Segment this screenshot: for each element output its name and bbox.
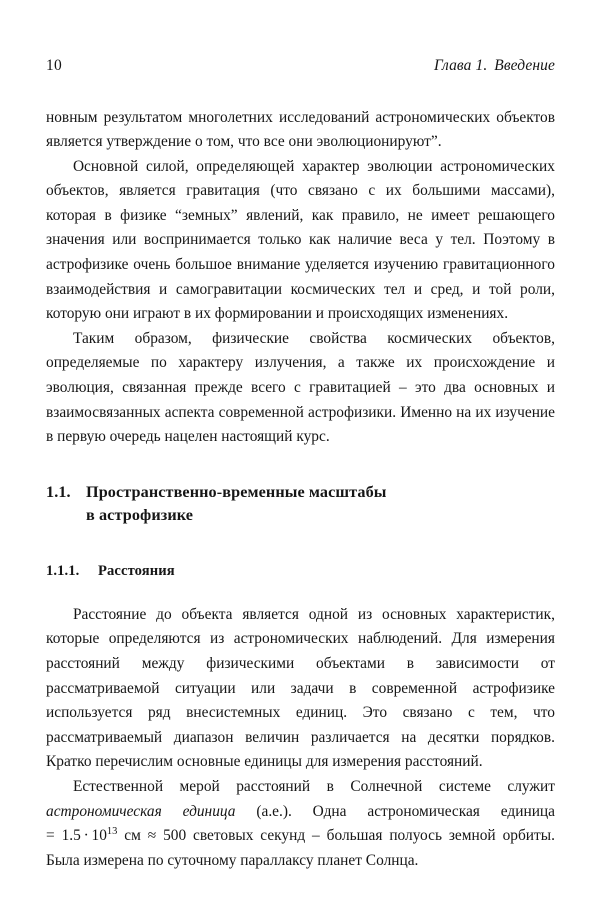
formula-astronomical-unit <box>46 827 186 844</box>
page-content <box>46 0 555 873</box>
formula-mantissa: 1.5 <box>61 827 81 845</box>
running-head-title <box>434 58 555 74</box>
subsection-title: Расстояния <box>98 562 175 579</box>
formula-light-seconds-unit: световых секунд <box>193 827 306 845</box>
paragraph-summary: Таким образом, физические свойства космических объектов, определяемые по характеру излучения, а также их происхождение и эволюция, связанная прежде всего с гравитацией – это два основных и взаимосвязанных аспекта современной астрофизики. Именно на их изучение в первую очередь нацелен настоящий курс. <box>46 329 555 446</box>
formula-light-seconds-value: 500 <box>163 827 187 845</box>
au-tail-text: – большая полуось земной орбиты. Была измерена по суточному параллаксу планет Солнца. <box>46 827 555 869</box>
au-lead-text: Естественной мерой расстояний в Солнечной системе служит <box>72 777 555 795</box>
section-number: 1.1. <box>46 482 71 501</box>
subsection-heading <box>46 561 555 582</box>
body-text-block <box>46 106 555 450</box>
section-title-line2: в астрофизике <box>86 506 194 525</box>
running-head-chapter-number: Глава 1. <box>433 57 488 74</box>
running-head-chapter-title: Введение <box>494 57 555 74</box>
running-head <box>46 0 555 74</box>
formula-multiplication-sign: · <box>83 827 89 845</box>
subsection-body <box>46 603 555 874</box>
formula-base: 10 <box>91 827 107 845</box>
page-number: 10 <box>46 57 62 74</box>
section-title-line1: Пространственно-временные масштабы <box>86 482 387 501</box>
au-after-term-text: (а.е.). Одна астрономическая единица <box>235 802 555 820</box>
paragraph-astronomical-unit <box>46 775 555 873</box>
formula-unit: см <box>124 827 141 845</box>
formula-approx-sign: ≈ <box>147 827 157 845</box>
term-astronomical-unit: астрономическая единица <box>46 802 236 820</box>
section-heading <box>46 481 555 528</box>
subsection-number: 1.1.1. <box>46 562 80 579</box>
paragraph-evolution: новным результатом многолетних исследований астрономических объектов является утверждение о том, что все они эволюционируют”. <box>46 108 555 151</box>
formula-exponent: 13 <box>106 826 118 838</box>
paragraph-gravity: Основной силой, определяющей характер эволюции астрономических объектов, является гравитация (что связано с их большими массами), которая в физике “земных” явлений, как правило, не имеет решающего значения или воспринимается только как наличие веса у тел. Поэтому в астрофизике очень большое внимание уделяется изучению гравитационного взаимодействия и самогравитации космических тел и сред, и той роли, которую они играют в их формировании и происходящих изменениях. <box>46 157 555 323</box>
formula-equals: = <box>46 827 55 845</box>
paragraph-distance: Расстояние до объекта является одной из основных характеристик, которые определяются из астрономических наблюдений. Для измерения расстояний между физическими объектами в зависимости от рассматриваемой ситуации или задачи в современной астрофизике используется ряд внесистемных единиц. Это связано с тем, что рассматриваемый диапазон величин различается на десятки порядков. Кратко перечислим основные единицы для измерения расстояний. <box>46 605 555 771</box>
